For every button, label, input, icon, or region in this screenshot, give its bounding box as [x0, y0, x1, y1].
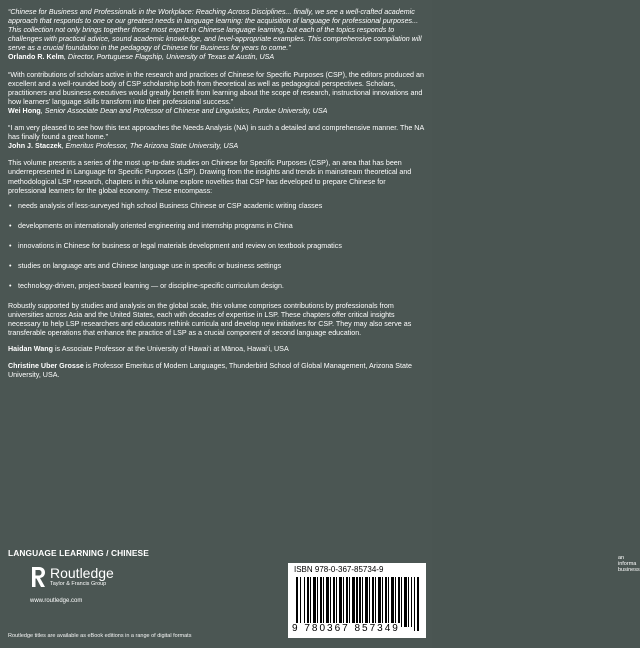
barcode-area: [288, 555, 640, 638]
isbn-label: ISBN 978-0-367-85734-9: [294, 565, 384, 574]
routledge-r-icon: [30, 566, 46, 588]
list-item: • needs analysis of less-surveyed high school Business Chinese or CSP academic writing classes: [8, 202, 426, 211]
quote-author: Wei Hong: [8, 106, 41, 115]
topics-list: [8, 202, 426, 291]
quote-attribution: [8, 53, 426, 62]
endorsement-quote: [8, 8, 426, 63]
barcode-bars: [294, 577, 420, 627]
quote-text: “I am very pleased to see how this text approaches the Needs Analysis (NA) in such a detailed and comprehensive manner. The NA has finally found a great home.”: [8, 124, 424, 142]
endorsement-quote: [8, 124, 426, 151]
quote-attribution: [8, 142, 426, 151]
editor-name: Haidan Wang: [8, 344, 53, 353]
editor-bio: [8, 345, 426, 354]
endorsement-quote: [8, 71, 426, 116]
quote-author: Orlando R. Kelm: [8, 53, 64, 62]
quote-text: “Chinese for Business and Professionals in the Workplace: Reaching Across Disciplines... finally, we see a well-crafted academic approach that responds to one or our greatest needs in language learning: the acquisition of language for professional purposes... This collection not only brings together those most expert in Chinese language learning, but each of the topics responds to challenges with practical advice, sound academic knowledge, and level-appropriate examples. This comprehensive compilation will serve as a crucial foundation in the pedagogy of Chinese for Business for years to come.”: [8, 8, 422, 53]
editor-name: Christine Uber Grosse: [8, 361, 84, 370]
list-item: • technology-driven, project-based learning — or discipline-specific curriculum design.: [8, 282, 426, 291]
publisher-url: www.routledge.com: [30, 598, 83, 604]
barcode-digits: 9 780367 857349: [292, 623, 400, 634]
publisher-logo: [30, 562, 170, 612]
imprint-note: an informa business: [618, 555, 640, 573]
subject-category: LANGUAGE LEARNING / CHINESE: [8, 548, 149, 558]
ebook-note: Routledge titles are available as eBook editions in a range of digital formats: [8, 633, 192, 639]
quote-author: John J. Staczek: [8, 142, 62, 151]
quote-attribution: [8, 107, 426, 116]
publisher-name: Routledge: [50, 565, 114, 581]
quote-author-title: , Senior Associate Dean and Professor of Chinese and Linguistics, Purdue University, USA: [40, 106, 328, 115]
editor-bio-text: is Professor Emeritus of Modern Languages, Thunderbird School of Global Management, Arizona State University, USA.: [8, 361, 412, 379]
cover-text: [8, 8, 426, 388]
quote-text: “With contributions of scholars active in the research and practices of Chinese for Specific Purposes (CSP), the editors produced an excellent and a well-rounded body of CSP scholarship both from theoretical as well as pedagogical perspectives. Scholars, practitioners and business executives would greatly benefit from learning about the scope of research, instructional innovations and how learners’ language skills transform into their professional success.”: [8, 70, 424, 106]
editor-bio: [8, 362, 426, 380]
list-item: • studies on language arts and Chinese language use in specific or business settings: [8, 262, 426, 271]
list-item: • innovations in Chinese for business or legal materials development and review on textbook pragmatics: [8, 242, 426, 251]
quote-author-title: , Director, Portuguese Flagship, University of Texas at Austin, USA: [63, 53, 275, 62]
editor-bio-text: is Associate Professor at the University of Hawai‘i at Mānoa, Hawai‘i, USA: [52, 344, 289, 353]
closing-paragraph: Robustly supported by studies and analysis on the global scale, this volume comprises contributions by professionals from universities across Asia and the United States, each with decades of expertise in LSP. These chapters offer critical insights necessary to help LSP researchers and educators rethink curricula and develop new initiatives for CSP. They may also serve as transferable operations that enhance the practice of LSP as a crucial component of second language education.: [8, 302, 412, 338]
list-item: • developments on internationally oriented engineering and internship programs in China: [8, 222, 426, 231]
quote-author-title: , Emeritus Professor, The Arizona State University, USA: [61, 142, 239, 151]
intro-paragraph: This volume presents a series of the most up-to-date studies on Chinese for Specific Purposes (CSP), an area that has been underrepresented in Language for Specific Purposes (LSP). Drawing from the insights and trends in mainstream theoretical and methodological LSP research, chapters in this volume explore novelties that CSP has developed to prepare Chinese for professional learners for the global economy. These encompass:: [8, 159, 412, 195]
publisher-tagline: Taylor & Francis Group: [50, 581, 107, 587]
isbn-barcode: [288, 563, 426, 638]
